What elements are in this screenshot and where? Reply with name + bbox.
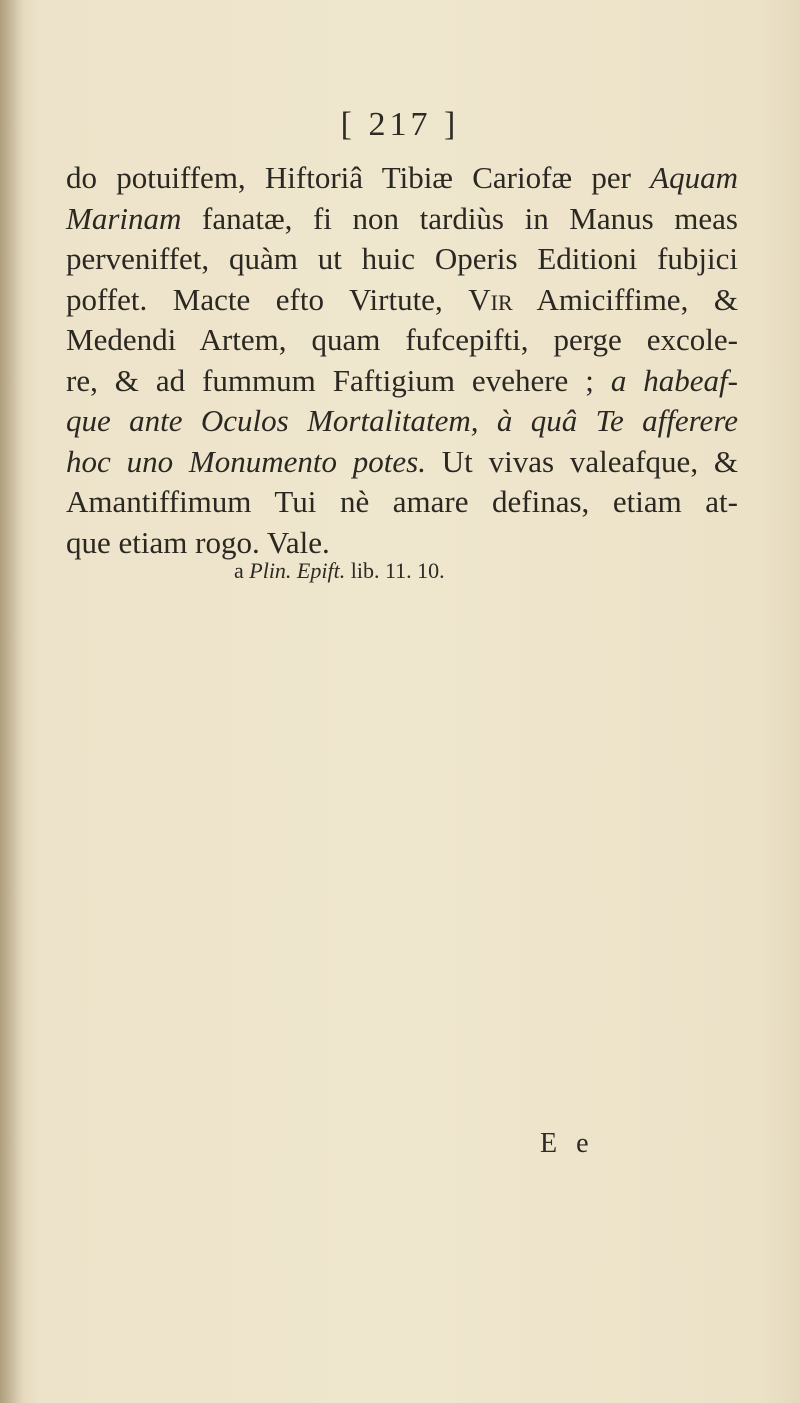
text-segment: fanatæ, fi non tardiùs in Manus meas xyxy=(181,200,738,236)
text-line xyxy=(66,523,738,564)
text-segment: Marinam xyxy=(66,200,182,236)
text-segment: que ante Oculos Mortalitatem, à quâ Te afferere xyxy=(66,403,738,438)
text-line xyxy=(66,361,738,402)
text-line xyxy=(66,320,738,361)
footnote-segment: lib. 11. 10. xyxy=(345,558,445,583)
text-line xyxy=(66,280,738,321)
text-segment: re, & ad fummum Faftigium evehere ; xyxy=(66,362,611,398)
text-segment: poffet. Macte efto Virtute, xyxy=(66,281,469,317)
text-line xyxy=(66,442,738,483)
gutter-shadow xyxy=(0,0,24,1403)
text-segment: Vir xyxy=(468,281,513,317)
catchword-signature: E e xyxy=(540,1128,595,1159)
page-number: [ 217 ] xyxy=(340,106,460,143)
text-segment: que etiam rogo. Vale. xyxy=(66,524,330,560)
text-segment: do potuiffem, Hiftoriâ Tibiæ Cariofæ per xyxy=(66,160,651,195)
footnote-segment: Plin. Epift. xyxy=(249,558,346,583)
text-segment: Amantiffimum Tui nè amare definas, etiam at- xyxy=(66,484,738,519)
footnote-segment: a xyxy=(234,558,250,583)
text-line xyxy=(66,401,738,442)
text-line xyxy=(66,199,738,240)
footnote xyxy=(234,558,445,584)
text-segment: perveniffet, quàm ut huic Operis Editioni fubjici xyxy=(66,241,738,276)
text-segment: a habeaf- xyxy=(610,362,738,398)
text-line xyxy=(66,239,738,280)
text-segment: hoc uno Monumento potes. xyxy=(66,443,426,479)
text-segment: Ut vivas valeafque, & xyxy=(425,443,738,479)
body-text xyxy=(66,158,738,563)
text-segment: Amiciffime, & xyxy=(512,281,738,317)
text-segment: Medendi Artem, quam fufcepifti, perge excole- xyxy=(66,322,738,357)
text-line xyxy=(66,482,738,523)
text-segment: Aquam xyxy=(650,160,738,195)
text-line xyxy=(66,158,738,199)
